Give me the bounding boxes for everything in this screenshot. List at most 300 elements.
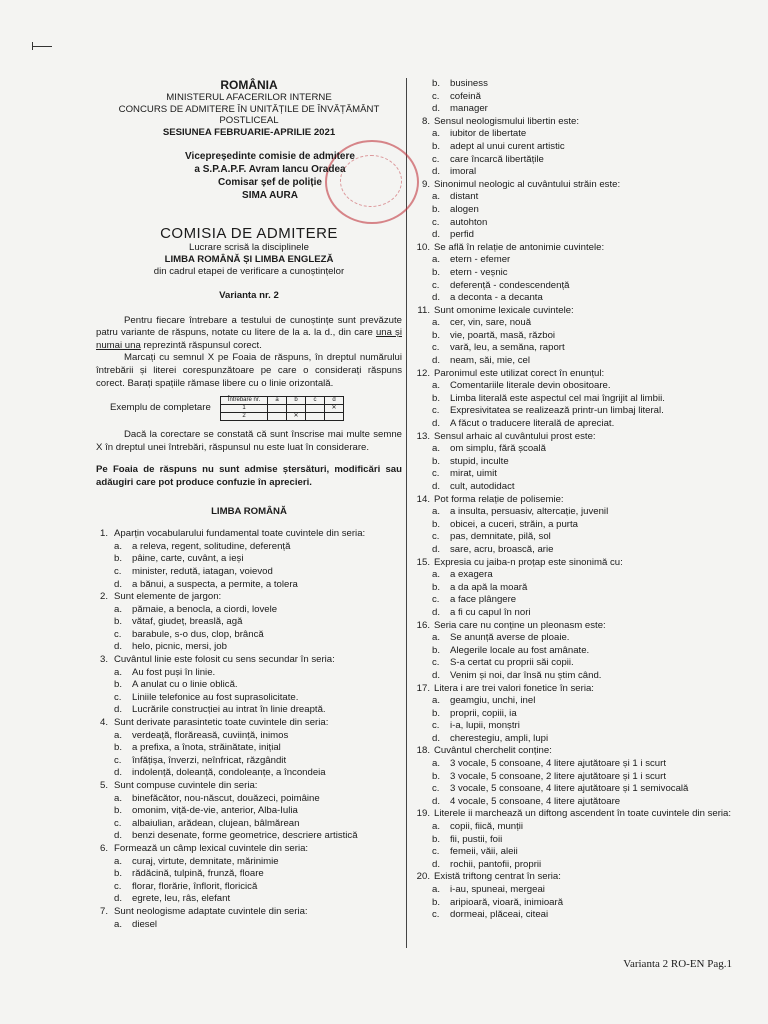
answer-option [96, 629, 402, 642]
option-text: binefăcător, nou-născut, douăzeci, poimâine [132, 792, 320, 804]
question-item [414, 305, 754, 368]
option-letter: d. [114, 893, 123, 905]
question-stem [414, 431, 754, 444]
question-item [96, 780, 402, 843]
answer-option [414, 204, 754, 217]
instructions-paragraph-3: Dacă la corectare se constată că sunt înscrise mai multe semne X în dreptul unei întrebări, răspunsul nu este luat în considerare. [96, 429, 402, 453]
answer-option [96, 755, 402, 768]
commission-line3: din cadrul etapei de verificare a cunoștințelor [153, 266, 345, 277]
answer-option [414, 884, 754, 897]
example-cell-x: ✕ [325, 405, 344, 413]
answer-option [96, 893, 402, 906]
question-text: Cuvântul cherchelit conține: [434, 745, 552, 757]
question-number: 13. [416, 430, 430, 442]
answer-option [414, 468, 754, 481]
question-number: 6. [99, 842, 108, 854]
answer-option [96, 667, 402, 680]
example-cell [268, 413, 287, 421]
answer-option [414, 897, 754, 910]
option-text: 4 vocale, 5 consoane, 4 litere ajutătoare [450, 795, 621, 807]
question-text: Formează un câmp lexical cuvintele din seria: [114, 842, 309, 854]
example-block [110, 396, 402, 421]
option-text: 3 vocale, 5 consoane, 4 litere ajutătoare și 1 semivocală [450, 783, 689, 795]
example-col-c: c [306, 397, 325, 405]
option-letter: b. [432, 833, 441, 845]
option-text: etern - efemer [450, 254, 511, 266]
answer-option [414, 645, 754, 658]
question-stem [414, 745, 754, 758]
option-text: business [450, 78, 488, 89]
instructions-paragraph-2: Marcați cu semnul X pe Foaia de răspuns, în dreptul numărului întrebării și literei corespunzătoare pe care o considerați răspuns corect. Barați spațiile rămase libere cu o linie orizontală. [96, 352, 402, 389]
option-letter: c. [432, 720, 440, 732]
answer-option [96, 830, 402, 843]
option-letter: a. [432, 632, 441, 644]
option-text: a prefixa, a înota, străinătate, inițial [132, 742, 281, 754]
option-letter: a. [432, 506, 441, 518]
question-text: Seria care nu conține un pleonasm este: [434, 619, 606, 631]
option-text: albaiulian, arădean, clujean, bâlmărean [132, 817, 300, 829]
question-text: Sunt compuse cuvintele din seria: [114, 780, 258, 791]
option-text: copii, fiică, munții [450, 821, 524, 833]
option-text: înfățișa, înverzi, neînfricat, răzgândit [132, 754, 287, 766]
option-text: benzi desenate, forme geometrice, descriere artistică [132, 830, 358, 842]
option-letter: b. [114, 742, 123, 754]
answer-option [414, 909, 754, 922]
question-stem [414, 179, 754, 192]
answer-option [414, 481, 754, 494]
answer-option [96, 641, 402, 654]
option-text: autohton [450, 216, 488, 228]
option-text: pas, demnitate, pilă, sol [450, 531, 551, 543]
option-text: perfid [450, 229, 474, 241]
option-text: a exagera [450, 569, 493, 581]
option-letter: b. [114, 805, 123, 817]
answer-option [414, 91, 754, 104]
option-letter: a. [114, 792, 123, 804]
option-text: a insulta, persuasiv, altercație, juvenil [450, 506, 609, 518]
question-text: Litera i are trei valori fonetice în seria: [434, 682, 594, 694]
instructions-paragraph-1: Pentru fiecare întrebare a testului de cunoștințe sunt prevăzute patru variante de răspuns, notate cu litere de la a. la d., din care una și numai una reprezintă răspunsul corect. [96, 314, 402, 351]
option-text: geamgiu, unchi, inel [450, 695, 536, 707]
question-stem [414, 871, 754, 884]
option-text: A anulat cu o linie oblică. [132, 679, 238, 691]
question-number: 10. [416, 241, 430, 253]
example-cell-x: ✕ [287, 413, 306, 421]
answer-option [414, 166, 754, 179]
option-letter: c. [432, 90, 440, 102]
question-item [96, 906, 402, 931]
question-item [414, 368, 754, 431]
question-text: Aparțin vocabularului fundamental toate cuvintele din seria: [114, 528, 366, 540]
answer-option [414, 733, 754, 746]
option-letter: b. [432, 581, 441, 593]
question-item [414, 494, 754, 557]
question-text: Literele ii marchează un diftong ascendent în toate cuvintele din seria: [434, 808, 732, 820]
option-text: alogen [450, 203, 479, 215]
answer-option [96, 579, 402, 592]
answer-option [414, 582, 754, 595]
answer-option [96, 616, 402, 629]
option-letter: c. [432, 909, 440, 921]
option-letter: a. [114, 540, 123, 552]
option-text: i-au, spuneai, mergeai [450, 884, 545, 895]
option-text: 3 vocale, 5 consoane, 2 litere ajutătoare și 1 i scurt [450, 770, 666, 782]
option-letter: d. [114, 767, 123, 779]
question-number: 1. [99, 528, 108, 540]
option-letter: b. [432, 392, 441, 404]
example-table [220, 396, 344, 421]
question-text: Sunt neologisme adaptate cuvintele din seria: [114, 905, 308, 917]
commission-line1: Lucrare scrisă la disciplinele [189, 242, 309, 253]
question-number: 11. [417, 304, 430, 316]
question-stem [96, 528, 402, 541]
answer-option [414, 632, 754, 645]
answer-option [96, 742, 402, 755]
answer-option [96, 805, 402, 818]
example-col-d: d [325, 397, 344, 405]
session-line: SESIUNEA FEBRUARIE-APRILIE 2021 [162, 126, 336, 138]
option-letter: c. [432, 279, 440, 291]
option-text: cherestegiu, ampli, lupi [450, 732, 549, 744]
example-col-b: b [287, 397, 306, 405]
answer-option [414, 317, 754, 330]
answer-option [414, 594, 754, 607]
answer-option [414, 758, 754, 771]
option-letter: d. [432, 103, 441, 115]
option-letter: b. [432, 140, 441, 152]
question-item [414, 620, 754, 683]
option-text: indolență, doleanță, condoleanțe, a încondeia [132, 767, 326, 779]
option-text: vară, leu, a semăna, raport [450, 342, 565, 354]
option-text: Alegerile locale au fost amânate. [450, 644, 590, 656]
answer-option [414, 695, 754, 708]
option-letter: d. [114, 704, 123, 716]
option-text: i-a, lupii, monștri [450, 720, 520, 732]
option-letter: d. [432, 732, 441, 744]
option-text: stupid, inculte [450, 455, 509, 467]
question-text: Sinonimul neologic al cuvântului străin este: [434, 178, 621, 190]
option-letter: a. [114, 729, 123, 741]
question-text: Sunt derivate parasintetic toate cuvintele din seria: [114, 717, 329, 729]
option-letter: c. [114, 880, 122, 892]
option-text: curaj, virtute, demnitate, mărinimie [132, 855, 279, 867]
answer-option [96, 704, 402, 717]
answer-option [414, 217, 754, 230]
page-footer: Varianta 2 RO-EN Pag.1 [623, 958, 732, 970]
answer-option [414, 796, 754, 809]
option-text: rochii, pantofii, proprii [450, 858, 542, 870]
option-text: Expresivitatea se realizează printr-un limbaj literal. [450, 405, 664, 417]
option-letter: b. [432, 896, 441, 908]
answer-option [414, 342, 754, 355]
question-text: Expresia cu jaiba-n proțap este sinonimă cu: [434, 556, 623, 568]
option-text: adept al unui curent artistic [450, 140, 565, 152]
answer-option [414, 834, 754, 847]
option-text: vie, poartă, masă, război [450, 329, 556, 341]
option-letter: c. [432, 531, 440, 543]
answer-option [414, 141, 754, 154]
option-letter: a. [432, 695, 441, 707]
question-item [414, 683, 754, 746]
option-letter: d. [432, 543, 441, 555]
question-item [414, 557, 754, 620]
option-letter: b. [114, 679, 123, 691]
question-number: 15. [416, 556, 430, 568]
option-letter: c. [432, 468, 440, 480]
option-letter: a. [432, 191, 441, 203]
option-letter: d. [432, 669, 441, 681]
answer-option [414, 191, 754, 204]
option-text: Limba literală este aspectul cel mai îngrijit al limbii. [450, 392, 665, 404]
question-item [414, 871, 754, 921]
answer-option [96, 881, 402, 894]
answer-option [414, 544, 754, 557]
answer-option [96, 868, 402, 881]
answer-option [414, 103, 754, 116]
question-number: 7. [99, 905, 108, 917]
question-text: Paronimul este utilizat corect în enunțul: [434, 367, 605, 379]
answer-option [414, 154, 754, 167]
question-text: Se află în relație de antonimie cuvintele: [434, 241, 605, 253]
answer-option [414, 519, 754, 532]
question-7-continuation [414, 78, 754, 116]
option-text: A făcut o traducere literală de apreciat. [450, 418, 615, 430]
answer-option [414, 708, 754, 721]
option-text: cult, autodidact [450, 481, 515, 492]
question-number: 9. [421, 178, 430, 190]
option-letter: c. [432, 153, 440, 165]
commission-subjects: LIMBA ROMÂNĂ ȘI LIMBA ENGLEZĂ [164, 254, 334, 265]
option-letter: b. [432, 770, 441, 782]
option-text: fii, pustii, foii [450, 833, 503, 845]
commissioner-rank: Comisar șef de poliție [218, 177, 322, 188]
option-text: egrete, leu, râs, elefant [132, 893, 231, 905]
question-item [96, 843, 402, 906]
question-item [96, 591, 402, 654]
question-number: 20. [416, 871, 430, 883]
example-label: Exemplu de completare [110, 402, 211, 414]
answer-option [414, 254, 754, 267]
option-text: verdeață, florăreasă, cuviință, inimos [132, 729, 289, 741]
question-stem [414, 116, 754, 129]
option-letter: d. [114, 830, 123, 842]
option-text: dormeai, plăceai, citeai [450, 909, 549, 921]
option-text: Au fost puși în linie. [132, 666, 216, 678]
option-letter: a. [432, 821, 441, 833]
question-stem [414, 683, 754, 696]
option-letter: a. [114, 603, 123, 615]
option-letter: d. [432, 355, 441, 367]
option-letter: a. [432, 380, 441, 392]
option-letter: d. [432, 166, 441, 178]
example-row-1: 1 [221, 405, 268, 413]
answer-option [96, 541, 402, 554]
option-letter: b. [432, 518, 441, 530]
question-text: Sunt elemente de jargon: [114, 591, 222, 603]
option-text: barabule, s-o dus, clop, brâncă [132, 628, 264, 640]
answer-option [96, 604, 402, 617]
answer-option [414, 267, 754, 280]
option-text: florar, florărie, înflorit, floricică [132, 880, 258, 892]
answer-option [414, 128, 754, 141]
option-letter: c. [432, 594, 440, 606]
answer-option [414, 846, 754, 859]
question-text: Pot forma relație de polisemie: [434, 493, 564, 505]
question-stem [414, 620, 754, 633]
question-stem [96, 843, 402, 856]
answer-option [414, 456, 754, 469]
question-number: 5. [99, 780, 108, 791]
commission-title: COMISIA DE ADMITERE [160, 225, 338, 242]
answer-option [96, 566, 402, 579]
commissioner-block [96, 150, 380, 202]
variant-title: Varianta nr. 2 [219, 290, 279, 301]
option-text: S-a certat cu proprii săi copii. [450, 657, 574, 669]
option-letter: a. [432, 443, 441, 455]
question-item [96, 717, 402, 780]
question-text: Sensul neologismului libertin este: [434, 115, 580, 127]
question-stem [414, 808, 754, 821]
option-letter: c. [432, 342, 440, 354]
question-item [414, 808, 754, 871]
answer-option [414, 607, 754, 620]
option-letter: b. [114, 616, 123, 628]
answer-option [414, 292, 754, 305]
option-text: 3 vocale, 5 consoane, 4 litere ajutătoare și 1 i scurt [450, 758, 666, 770]
question-number: 18. [416, 745, 430, 757]
option-letter: c. [432, 783, 440, 795]
country-title: ROMÂNIA [220, 78, 278, 92]
option-text: imoral [450, 166, 477, 178]
option-text: iubitor de libertate [450, 128, 527, 140]
option-letter: b. [432, 329, 441, 341]
option-text: Lucrările construcției au intrat în linie dreaptă. [132, 704, 326, 716]
question-item [414, 745, 754, 808]
warning-paragraph: Pe Foaia de răspuns nu sunt admise ștersături, modificări sau adăugiri care pot produce confuzie în aprecieri. [96, 464, 402, 488]
option-letter: d. [432, 858, 441, 870]
answer-option [414, 569, 754, 582]
option-letter: b. [114, 868, 123, 880]
answer-option [414, 657, 754, 670]
option-letter: d. [432, 795, 441, 807]
answer-option [414, 720, 754, 733]
option-letter: a. [114, 666, 123, 678]
question-stem [414, 242, 754, 255]
option-text: sare, acru, broască, arie [450, 543, 554, 555]
question-stem [414, 494, 754, 507]
option-text: deferență - condescendență [450, 279, 570, 291]
option-text: Se anunță averse de ploaie. [450, 632, 570, 644]
option-text: etern - veșnic [450, 266, 508, 278]
question-stem [96, 780, 402, 793]
option-letter: c. [114, 628, 122, 640]
answer-option [96, 730, 402, 743]
option-letter: c. [432, 846, 440, 858]
option-text: rădăcină, tulpină, frunză, floare [132, 868, 264, 880]
question-text: Sensul arhaic al cuvântului prost este: [434, 430, 596, 442]
answer-option [414, 405, 754, 418]
question-stem [414, 368, 754, 381]
option-text: Comentariile literale devin obositoare. [450, 380, 611, 392]
answer-option [96, 818, 402, 831]
question-text: Sunt omonime lexicale cuvintele: [434, 304, 574, 316]
answer-option [96, 767, 402, 780]
option-text: minister, redută, iatagan, voievod [132, 565, 273, 577]
answer-option [414, 330, 754, 343]
option-text: vătaf, giudeț, breaslă, agă [132, 616, 243, 628]
option-letter: c. [432, 405, 440, 417]
option-text: pâine, carte, cuvânt, a ieși [132, 553, 244, 565]
option-letter: c. [432, 216, 440, 228]
option-text: Liniile telefonice au fost suprasolicitate. [132, 691, 299, 703]
question-text: Cuvântul linie este folosit cu sens secundar în seria: [114, 654, 335, 666]
answer-option [96, 679, 402, 692]
option-text: a deconta - a decanta [450, 292, 543, 304]
option-letter: c. [114, 691, 122, 703]
commissioner-role: Vicepreședinte comisie de admitere [185, 151, 355, 162]
right-column [414, 78, 754, 922]
option-text: om simplu, fără școală [450, 443, 546, 455]
question-stem [96, 717, 402, 730]
question-number: 4. [99, 717, 108, 729]
option-letter: b. [432, 78, 441, 89]
option-text: diesel [132, 918, 158, 930]
answer-option [96, 793, 402, 806]
contest-line: CONCURS DE ADMITERE ÎN UNITĂȚILE DE ÎNVĂȚĂMÂNT POSTLICEAL [118, 103, 380, 126]
option-letter: b. [432, 644, 441, 656]
answer-option [414, 78, 754, 91]
option-text: a bănui, a suspecta, a permite, a tolera [132, 578, 298, 590]
option-text: proprii, copiii, ia [450, 707, 517, 719]
option-letter: a. [432, 884, 441, 895]
option-text: a da apă la moară [450, 581, 528, 593]
question-stem [96, 654, 402, 667]
answer-option [96, 553, 402, 566]
option-letter: a. [114, 918, 123, 930]
option-letter: a. [432, 758, 441, 770]
question-item [414, 242, 754, 305]
question-number: 14. [416, 493, 430, 505]
option-text: care încarcă libertățile [450, 153, 544, 165]
answer-option [96, 856, 402, 869]
option-text: Venim și noi, dar însă nu știm când. [450, 669, 602, 681]
option-text: neam, săi, mie, cel [450, 355, 530, 367]
option-text: a face plângere [450, 594, 517, 606]
option-letter: b. [114, 553, 123, 565]
option-text: distant [450, 191, 479, 203]
option-text: mirat, uimit [450, 468, 497, 480]
option-text: pămaie, a benocla, a ciordi, lovele [132, 603, 278, 615]
answer-option [414, 355, 754, 368]
option-letter: d. [432, 481, 441, 492]
answer-option [414, 380, 754, 393]
option-letter: c. [114, 817, 122, 829]
option-letter: a. [432, 254, 441, 266]
option-letter: a. [432, 317, 441, 329]
right-questions [414, 116, 754, 922]
answer-option [414, 229, 754, 242]
option-letter: c. [114, 754, 122, 766]
question-item [96, 654, 402, 717]
option-letter: b. [432, 455, 441, 467]
answer-option [414, 280, 754, 293]
question-item [96, 528, 402, 591]
option-text: femeii, văii, aleii [450, 846, 518, 858]
question-stem [414, 557, 754, 570]
option-letter: a. [432, 128, 441, 140]
option-letter: d. [432, 418, 441, 430]
answer-option [414, 506, 754, 519]
